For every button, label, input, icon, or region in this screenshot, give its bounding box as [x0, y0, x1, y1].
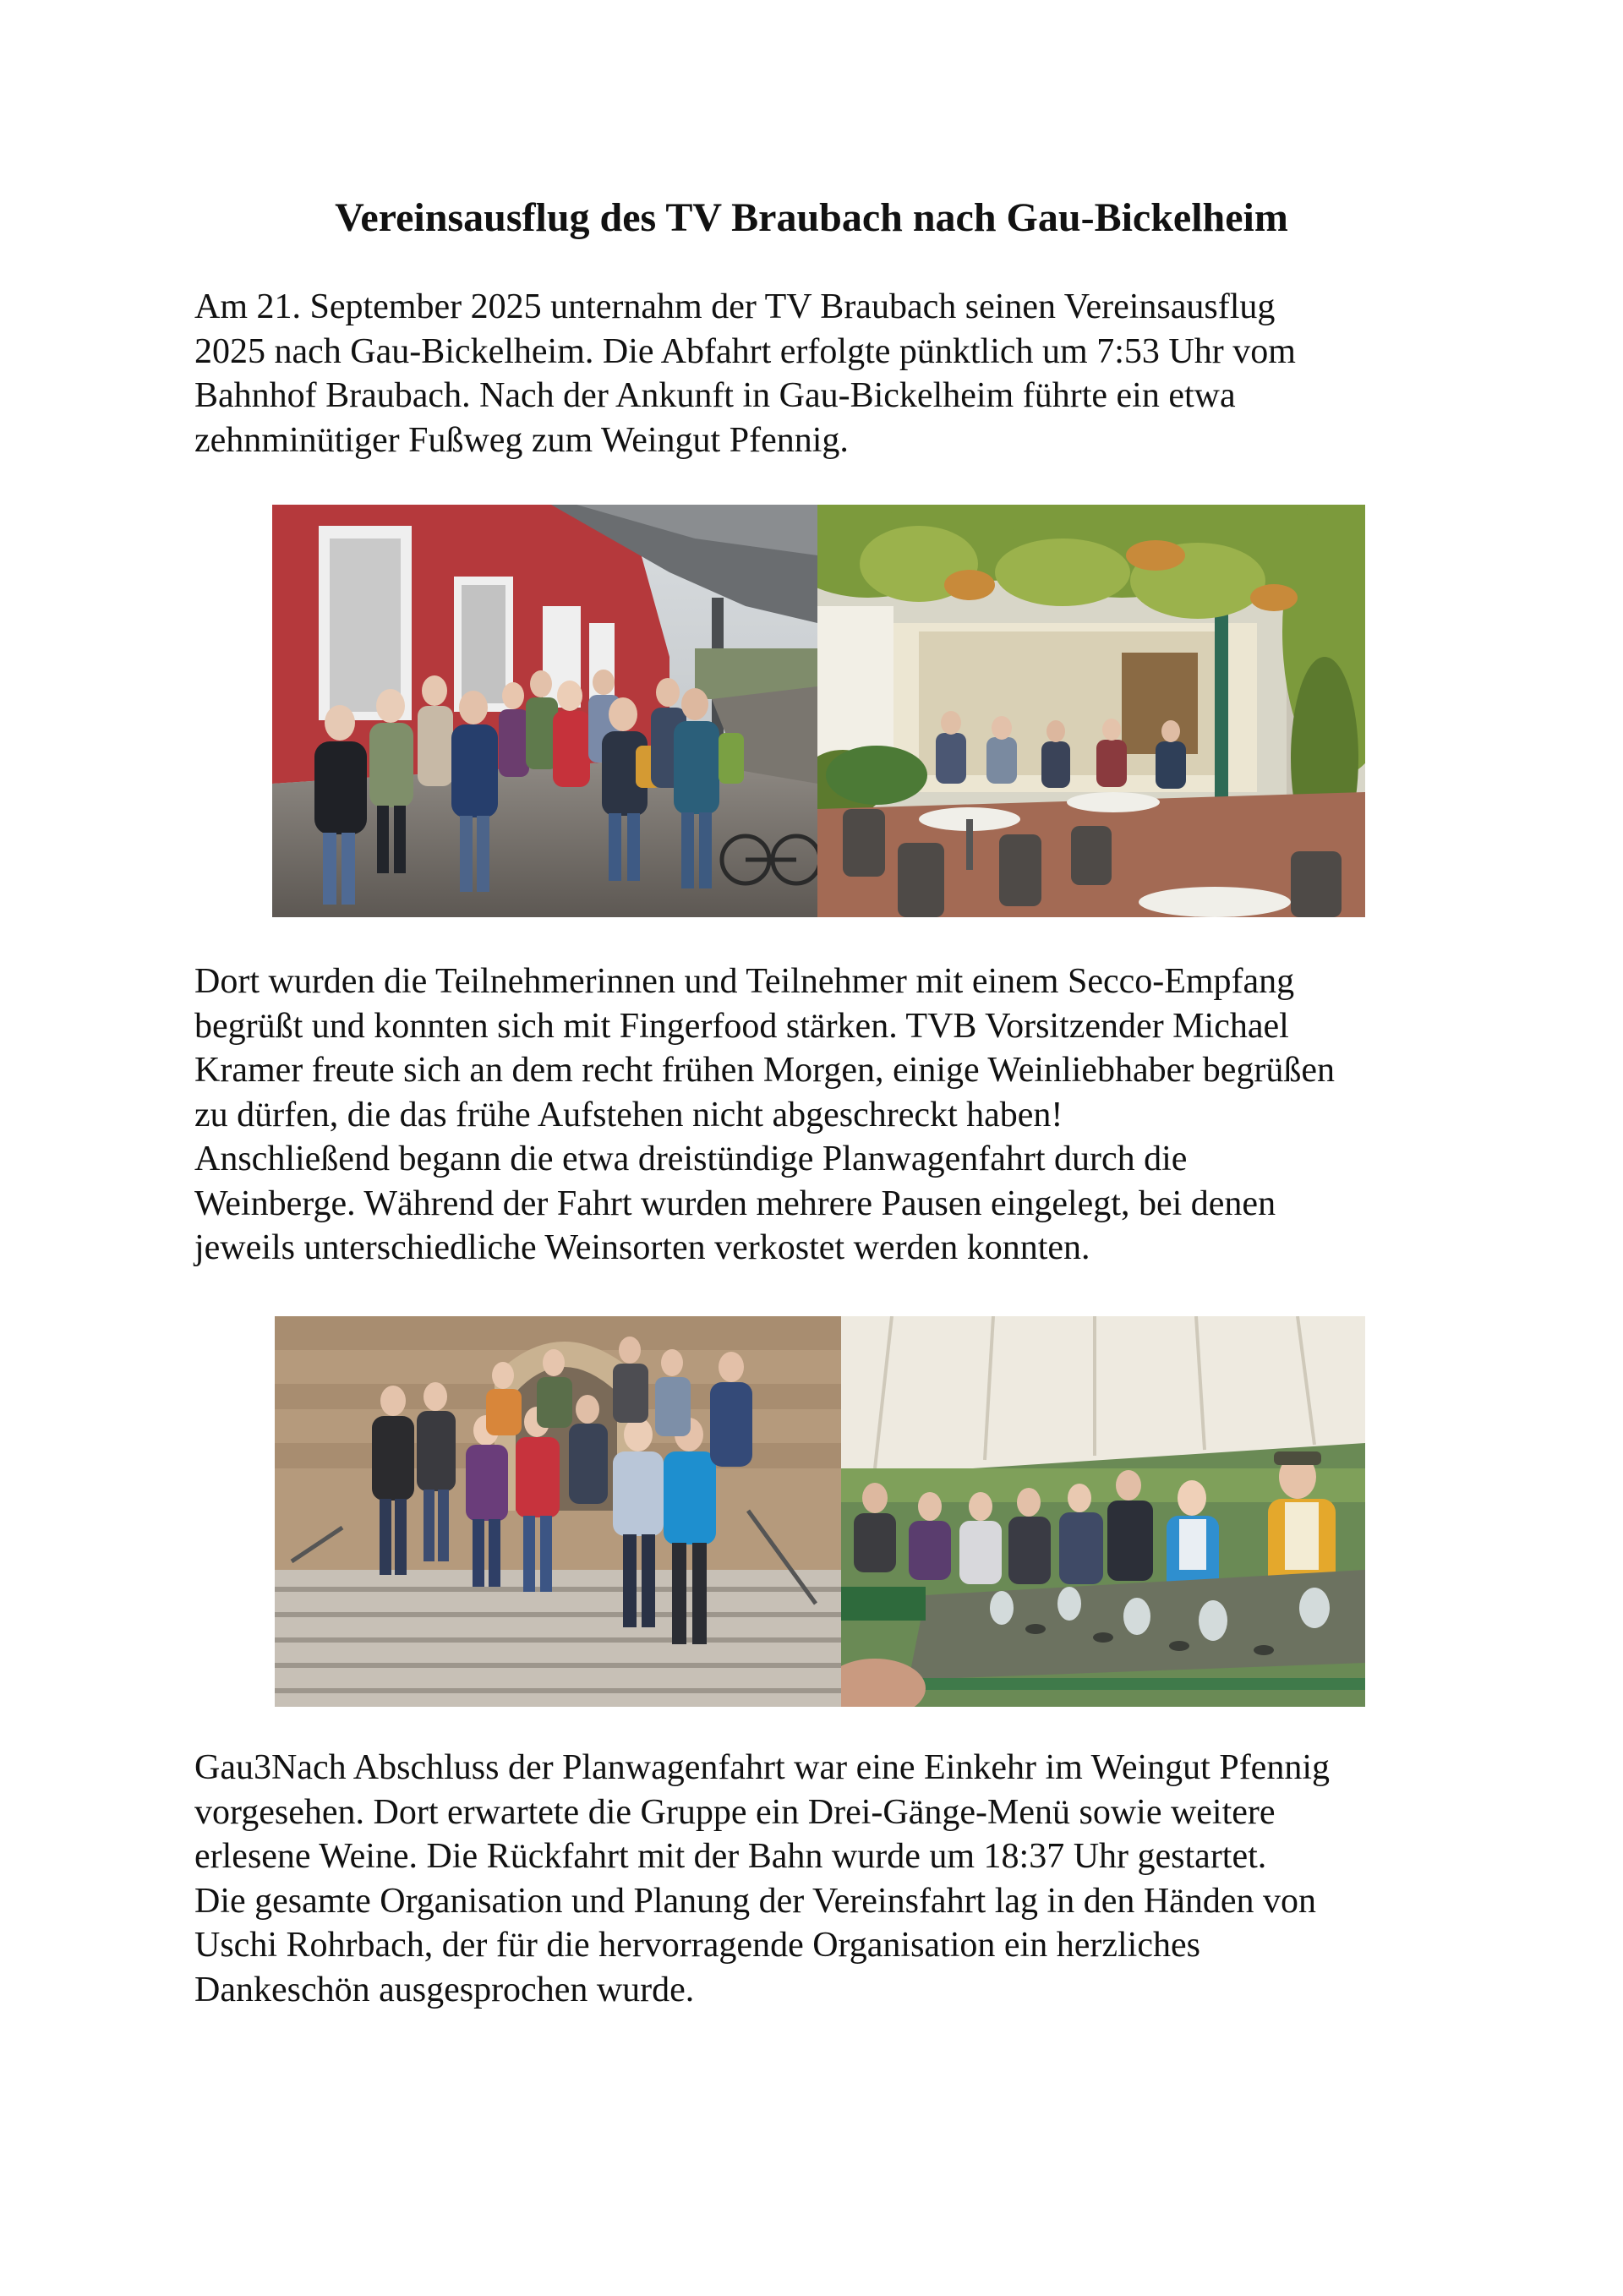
- paragraph-line: 2025 nach Gau-Bickelheim. Die Abfahrt erfolgte pünktlich um 7:53 Uhr vom: [194, 331, 1296, 371]
- paragraph-line: zu dürfen, die das frühe Aufstehen nicht abgeschreckt haben!: [194, 1095, 1063, 1134]
- paragraph-line: zehnminütiger Fußweg zum Weingut Pfennig.: [194, 420, 849, 460]
- paragraph-line: begrüßt und konnten sich mit Fingerfood stärken. TVB Vorsitzender Michael: [194, 1006, 1289, 1046]
- paragraph-line: vorgesehen. Dort erwartete die Gruppe ein Drei-Gänge-Menü sowie weitere: [194, 1792, 1276, 1832]
- paragraph-line: erlesene Weine. Die Rückfahrt mit der Bahn wurde um 18:37 Uhr gestartet.: [194, 1837, 1267, 1876]
- paragraph-line: Anschließend begann die etwa dreistündige Planwagenfahrt durch die: [194, 1140, 1188, 1178]
- paragraph-line: Dort wurden die Teilnehmerinnen und Teilnehmer mit einem Secco-Empfang: [194, 962, 1295, 1001]
- photo-row-2: [275, 1316, 1365, 1707]
- paragraph-line: Bahnhof Braubach. Nach der Ankunft in Gau-Bickelheim führte ein etwa: [194, 376, 1236, 415]
- photo-group-at-train-station: [272, 505, 817, 917]
- paragraph-line: Dankeschön ausgesprochen wurde.: [194, 1970, 695, 2009]
- paragraph-line: Die gesamte Organisation und Planung der Vereinsfahrt lag in den Händen von: [194, 1881, 1316, 1921]
- paragraph-reception-and-wagon-ride: [194, 959, 1462, 1271]
- paragraph-line: Am 21. September 2025 unternahm der TV Braubach seinen Vereinsausflug: [194, 287, 1276, 326]
- paragraph-arrival: [194, 285, 1462, 462]
- document-title: Vereinsausflug des TV Braubach nach Gau-Bickelheim: [335, 195, 1288, 240]
- paragraph-dinner-and-return: [194, 1746, 1462, 2012]
- photo-group-on-steps: [275, 1316, 841, 1707]
- photo-wagon-ride-wine-tasting: [841, 1316, 1365, 1707]
- photo-winery-courtyard: [817, 505, 1365, 917]
- paragraph-line: Kramer freute sich an dem recht frühen Morgen, einige Weinliebhaber begrüßen: [194, 1051, 1336, 1090]
- paragraph-line: Weinberge. Während der Fahrt wurden mehrere Pausen eingelegt, bei denen: [194, 1184, 1276, 1223]
- paragraph-line: Gau3Nach Abschluss der Planwagenfahrt war eine Einkehr im Weingut Pfennig: [194, 1748, 1330, 1787]
- paragraph-line: jeweils unterschiedliche Weinsorten verkostet werden konnten.: [194, 1228, 1090, 1267]
- paragraph-line: Uschi Rohrbach, der für die hervorragende Organisation ein herzliches: [194, 1926, 1200, 1965]
- photo-row-1: [272, 505, 1365, 917]
